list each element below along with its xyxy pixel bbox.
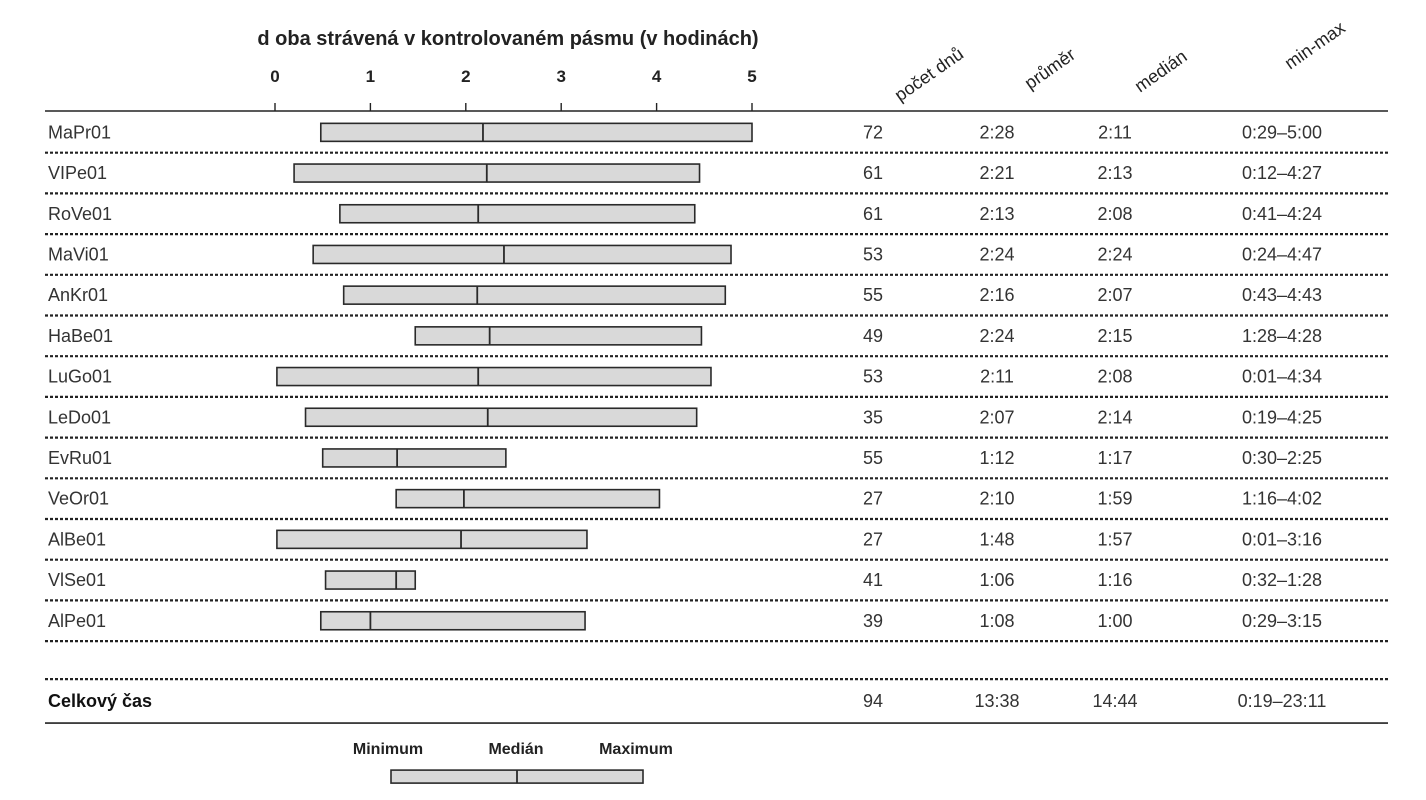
table-row — [48, 163, 1322, 183]
median-value: 2:14 — [1097, 407, 1133, 428]
table-row — [48, 122, 1322, 142]
mean-value: 2:16 — [979, 285, 1015, 306]
days-value: 61 — [862, 203, 884, 224]
x-tick-label: 5 — [747, 67, 757, 86]
total-median: 14:44 — [1092, 691, 1138, 712]
header-minmax: min-max — [1280, 17, 1349, 74]
range-bar — [277, 530, 587, 548]
row-label: AlPe01 — [48, 610, 107, 631]
mean-value: 2:24 — [979, 325, 1015, 346]
range-bar — [294, 164, 699, 182]
minmax-value: 0:01–3:16 — [1241, 529, 1323, 550]
range-bar — [321, 612, 585, 630]
table-row — [48, 570, 1322, 590]
range-bar — [321, 123, 752, 141]
table-row — [48, 285, 1322, 305]
mean-value: 2:28 — [979, 122, 1015, 143]
days-value: 49 — [862, 325, 884, 346]
range-bar — [344, 286, 726, 304]
x-axis — [270, 67, 756, 111]
mean-value: 1:12 — [979, 447, 1015, 468]
days-value: 72 — [862, 122, 884, 143]
header-mean: průměr — [1020, 44, 1079, 94]
median-value: 2:13 — [1097, 163, 1133, 184]
minmax-value: 1:28–4:28 — [1241, 325, 1323, 346]
days-value: 55 — [862, 285, 884, 306]
median-value: 2:08 — [1097, 366, 1133, 387]
median-value: 1:17 — [1097, 447, 1133, 468]
days-value: 39 — [862, 610, 884, 631]
table-row — [48, 407, 1322, 427]
row-label: VIPe01 — [48, 163, 108, 184]
total-minmax: 0:19–23:11 — [1237, 691, 1327, 712]
days-value: 27 — [862, 488, 884, 509]
days-value: 35 — [862, 407, 884, 428]
median-value: 2:08 — [1097, 203, 1133, 224]
legend — [353, 741, 673, 783]
row-label: EvRu01 — [48, 447, 113, 468]
median-value: 2:11 — [1098, 122, 1132, 143]
legend-minimum: Minimum — [352, 741, 424, 759]
range-bar — [313, 245, 731, 263]
median-value: 1:16 — [1097, 570, 1133, 591]
minmax-value: 0:43–4:43 — [1241, 285, 1323, 306]
total-mean: 13:38 — [974, 691, 1020, 712]
minmax-value: 0:30–2:25 — [1241, 447, 1323, 468]
days-value: 53 — [862, 244, 884, 265]
minmax-value: 1:16–4:02 — [1241, 488, 1323, 509]
x-tick-label: 0 — [270, 67, 280, 86]
total-days: 94 — [862, 691, 884, 712]
row-label: RoVe01 — [48, 203, 113, 224]
table-row — [48, 326, 1322, 346]
row-label: VlSe01 — [48, 570, 107, 591]
minmax-value: 0:01–4:34 — [1241, 366, 1323, 387]
mean-value: 2:24 — [979, 244, 1015, 265]
median-value: 2:24 — [1097, 244, 1133, 265]
mean-value: 2:07 — [979, 407, 1015, 428]
mean-value: 2:13 — [979, 203, 1015, 224]
table-row — [48, 489, 1322, 509]
range-bar — [277, 368, 711, 386]
median-value: 1:59 — [1097, 488, 1133, 509]
x-tick-label: 3 — [556, 67, 566, 86]
row-label: LeDo01 — [48, 407, 112, 428]
minmax-value: 0:12–4:27 — [1241, 163, 1323, 184]
minmax-value: 0:32–1:28 — [1241, 570, 1323, 591]
mean-value: 1:06 — [979, 570, 1015, 591]
mean-value: 2:10 — [979, 488, 1015, 509]
total-label: Celkový čas — [48, 691, 153, 712]
mean-value: 2:11 — [980, 366, 1014, 387]
minmax-value: 0:24–4:47 — [1241, 244, 1323, 265]
axis-title: d oba strávená v kontrolovaném pásmu (v hodinách) — [257, 28, 759, 50]
minmax-value: 0:41–4:24 — [1241, 203, 1323, 224]
row-label: AlBe01 — [48, 529, 107, 550]
range-bar — [415, 327, 701, 345]
days-value: 27 — [862, 529, 884, 550]
days-value: 41 — [862, 570, 884, 591]
minmax-value: 0:29–5:00 — [1241, 122, 1323, 143]
median-value: 2:15 — [1097, 325, 1133, 346]
days-value: 55 — [862, 447, 884, 468]
table-row — [48, 367, 1322, 387]
legend-maximum: Maximum — [599, 741, 673, 759]
mean-value: 1:08 — [979, 610, 1015, 631]
minmax-value: 0:19–4:25 — [1241, 407, 1323, 428]
row-label: MaVi01 — [48, 244, 109, 265]
row-label: AnKr01 — [48, 285, 109, 306]
mean-value: 1:48 — [979, 529, 1015, 550]
median-value: 1:57 — [1097, 529, 1133, 550]
range-bar — [326, 571, 416, 589]
table-row — [48, 448, 1322, 468]
row-label: LuGo01 — [48, 366, 113, 387]
row-separators — [45, 111, 1388, 641]
table-row — [48, 611, 1322, 631]
days-value: 61 — [862, 163, 884, 184]
x-tick-label: 1 — [365, 67, 376, 86]
table-row — [48, 244, 1322, 264]
x-tick-label: 4 — [651, 67, 662, 86]
mean-value: 2:21 — [979, 163, 1015, 184]
range-bar — [340, 205, 695, 223]
median-value: 2:07 — [1097, 285, 1133, 306]
column-headers — [891, 17, 1349, 105]
row-label: MaPr01 — [48, 122, 112, 143]
header-days: počet dnů — [890, 43, 968, 106]
table-row — [48, 529, 1322, 549]
header-median: medián — [1130, 46, 1191, 97]
row-label: VeOr01 — [48, 488, 110, 509]
total-row — [45, 679, 1388, 723]
data-rows — [48, 122, 1322, 630]
row-label: HaBe01 — [48, 325, 114, 346]
table-row — [48, 204, 1322, 224]
legend-median: Medián — [488, 741, 544, 759]
x-tick-label: 2 — [461, 67, 471, 86]
range-bar — [306, 408, 697, 426]
median-value: 1:00 — [1097, 610, 1133, 631]
minmax-value: 0:29–3:15 — [1241, 610, 1323, 631]
range-bar — [323, 449, 506, 467]
range-bar — [396, 490, 659, 508]
days-value: 53 — [862, 366, 884, 387]
